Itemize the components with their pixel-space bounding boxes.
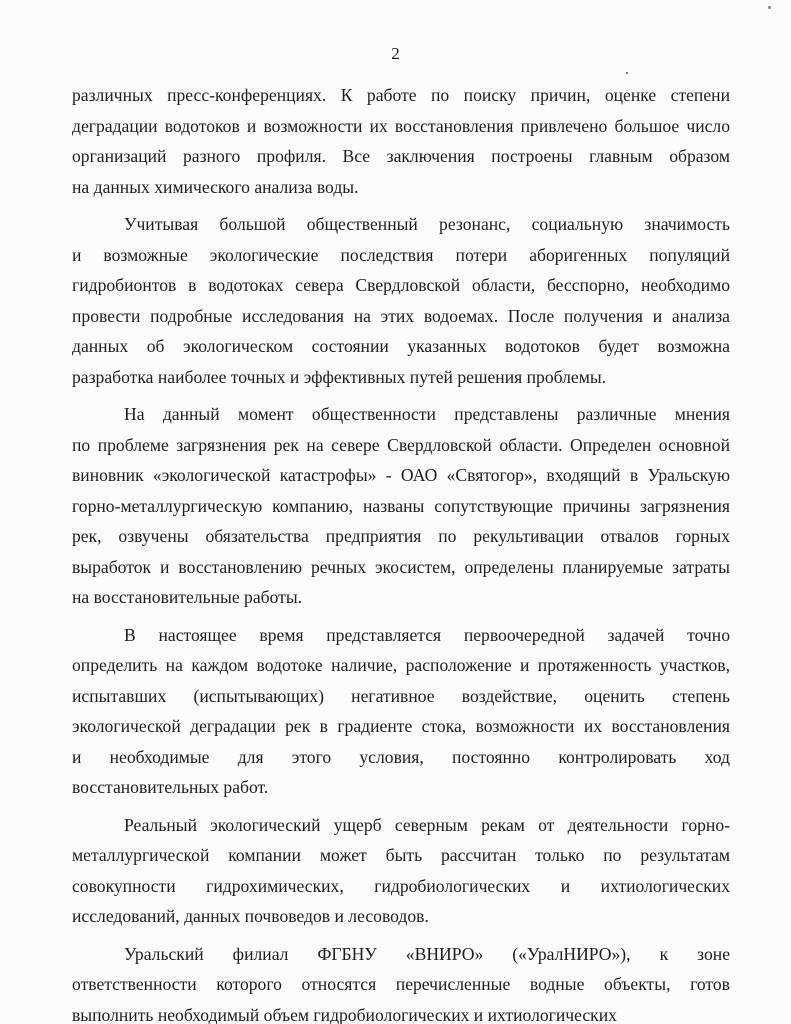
text-line: по проблеме загрязнения рек на севере Свердловской области. Определен основной (72, 434, 730, 455)
page-number: 2 (391, 44, 400, 63)
text-line: различных пресс-конференциях. К работе по поиску причин, оценке степени (72, 85, 730, 105)
scan-speck (626, 72, 628, 74)
text-line: провести подробные исследования на этих водоемах. После получения и анализа (72, 305, 730, 326)
text-line: экологической деградации рек в градиенте стока, возможности их восстановления (72, 716, 730, 736)
scan-speck (768, 6, 771, 9)
text-line: ответственности которого относятся перечисленные водные объекты, готов (72, 974, 730, 994)
text-line: на восстановительные работы. (72, 587, 303, 607)
text-line: совокупности гидрохимических, гидробиологических и ихтиологических (72, 875, 730, 896)
text-line: выполнить необходимый объем гидробиологических и ихтиологических (72, 1004, 617, 1024)
text-line: исследований, данных почвоведов и лесоводов. (72, 906, 429, 926)
text-line: данных об экологическом состоянии указанных водотоков будет возможна (72, 336, 730, 356)
text-line: выработок и восстановлению речных экосистем, определены планируемые затраты (72, 556, 730, 577)
paragraph (72, 810, 730, 932)
body-text (72, 80, 730, 1024)
text-line: гидробионтов в водотоках севера Свердловской области, бесспорно, необходимо (72, 275, 730, 295)
text-line: Реальный экологический ущерб северным рекам от деятельности горно- (124, 814, 730, 835)
text-line: В настоящее время представляется первоочередной задачей точно (124, 624, 730, 645)
text-line: Учитывая большой общественный резонанс, социальную значимость (124, 214, 730, 234)
paragraph (72, 80, 730, 202)
text-line: испытавших (испытывающих) негативное воздействие, оценить степень (72, 685, 730, 706)
text-line: Уральский филиал ФГБНУ «ВНИРО» («УралНИРО»), к зоне (124, 943, 730, 964)
paragraph (72, 209, 730, 392)
text-line: виновник «экологической катастрофы» - ОАО «Святогор», входящий в Уральскую (72, 465, 730, 485)
text-line: горно-металлургическую компанию, названы сопутствующие причины загрязнения (72, 495, 730, 516)
text-line: рек, озвучены обязательства предприятия по рекультивации отвалов горных (72, 526, 730, 546)
text-line: восстановительных работ. (72, 777, 269, 797)
text-line: и возможные экологические последствия потери аборигенных популяций (72, 244, 730, 265)
text-line: на данных химического анализа воды. (72, 176, 359, 197)
text-line: организаций разного профиля. Все заключения построены главным образом (72, 146, 730, 166)
text-line: определить на каждом водотоке наличие, расположение и протяженность участков, (72, 655, 730, 675)
text-line: металлургической компании может быть рассчитан только по результатам (72, 845, 730, 865)
text-line: деградации водотоков и возможности их восстановления привлечено большое число (72, 115, 730, 136)
text-line: разработка наиболее точных и эффективных путей решения проблемы. (72, 366, 607, 387)
paragraph (72, 399, 730, 613)
paragraph (72, 620, 730, 803)
paragraph (72, 939, 730, 1024)
text-line: и необходимые для этого условия, постоянно контролировать ход (72, 746, 730, 767)
text-line: На данный момент общественности представлены различные мнения (124, 404, 730, 424)
